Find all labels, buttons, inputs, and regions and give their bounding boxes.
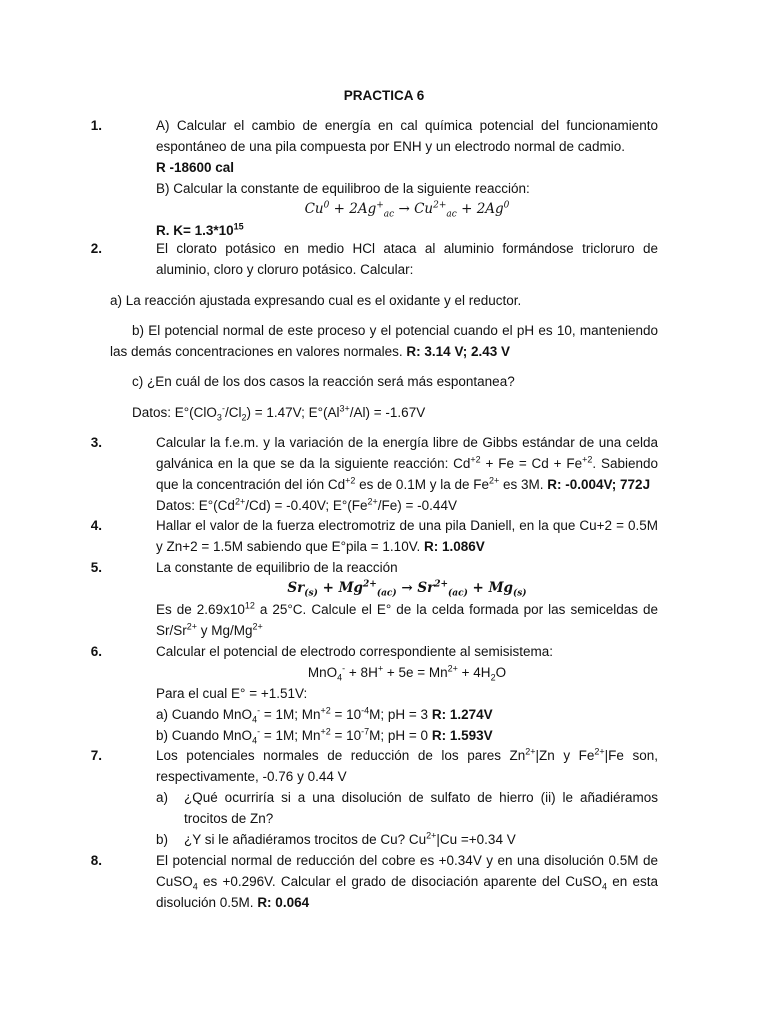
question-number: 6. [90,644,102,659]
question-number: 4. [90,518,102,533]
page-title: PRACTICA 6 [343,88,425,103]
question-8-text: El potencial normal de reducción del cobre es +0.34V y en una disolución 0.5M de CuSO$_4$ es +0.296V. Calcular el grado de disociación aparente del CuSO$_4$ en esta disolución 0.5M. R: 0.064 [156,853,658,910]
question-1a-answer: R -18600 cal [156,160,235,175]
reaction-equation-5: $Sr_{(s)} + Mg^{2+}_{(ac)} \to Sr^{2+}_{(ac)} + Mg_{(s)}$ [287,579,527,599]
question-2a: a) La reacción ajustada expresando cual es el oxidante y el reductor. [110,293,522,308]
question-3-text: Calcular la f.e.m. y la variación de la energía libre de Gibbs estándar de una celda galvánica en la que se da la siguiente reacción: $Cd^{+2} + Fe = Cd + Fe^{+2}$. Sabiendo que la concentración del ión $Cd^{+2}$ es de 0.1M y la de $Fe^{2+}$ es 3M. R: -0.004V; 772J Datos: $E^\circ(Cd^{2+}/Cd) = -0.40V$; $E^\circ(Fe^{2+}/Fe) = -0.44V$ [156,435,658,513]
question-1 [90,115,658,241]
question-1a-text: A) Calcular el cambio de energía en cal química potencial del funcionamiento espontáneo de una pila compuesta por ENH y un electrodo normal de cadmio. [156,118,658,154]
question-number: 8. [90,853,102,868]
question-number: 1. [90,118,102,133]
question-2c: c) ¿En cuál de los dos casos la reacción será más espontanea? [132,374,515,389]
question-6a: a) Cuando MnO$_4$- = 1M; $Mn^{+2} = 10^{-4}M$; pH = 3 R: 1.274V [156,705,493,725]
question-6-e0: Para el cual E° = +1.51V: [156,686,308,701]
question-6 [90,641,658,746]
question-4 [90,515,658,557]
question-5-text: La constante de equilibrio de la reacción [156,560,398,575]
question-number: 5. [90,560,102,575]
question-5 [90,557,658,641]
question-number: 7. [90,748,102,763]
half-reaction: $MnO_4^- + 8H^+ + 5e = Mn^{2+} + 4H_2O$ [307,663,507,683]
question-7a: a) ¿Qué ocurriría si a una disolución de sulfato de hierro (ii) le añadiéramos trocitos de Zn? [156,790,658,826]
question-2 [90,238,658,280]
reaction-equation-1: $Cu^0 + 2Ag^+_{ac} \to Cu^{2+}_{ac} + 2Ag^0$ [304,200,510,220]
question-7 [90,745,658,850]
question-6b: b) Cuando MnO$_4$- = 1M; $Mn^{+2} = 10^{-7}M$; pH = 0 R: 1.593V [156,726,493,746]
question-1b-answer: R. $K= 1.3*10^{15}$ [156,221,244,238]
question-1b-text: B) Calcular la constante de equilibroo de la siguiente reacción: [156,181,530,196]
question-6-text: Calcular el potencial de electrodo correspondiente al semisistema: [156,644,553,659]
question-8 [90,850,658,913]
question-5-text-2: Es de $2.69x10^{12}$ a 25°C. Calcule el E° de la celda formada por las semiceldas de $Sr/Sr^{2+}$ y $Mg/Mg^{2+}$ [156,600,658,638]
question-2-datos: Datos: $E^\circ(ClO_3^-/Cl_2) = 1.47V$; $E^\circ(Al^{3+}/Al) = -1.67V$ [132,403,426,423]
question-3 [90,432,658,516]
question-2b: b) El potencial normal de este proceso y el potencial cuando el pH es 10, manteniendo las demás concentraciones en valores normales. R: 3.14 V; 2.43 V [110,323,658,359]
question-2-text: El clorato potásico en medio HCl ataca al aluminio formándose tricloruro de aluminio, cloro y cloruro potásico. Calcular: [156,241,658,277]
question-number: 2. [90,241,102,256]
question-7-text: Los potenciales normales de reducción de los pares $Zn^{2+}|Zn$ y $Fe^{2+}|Fe$ son, respectivamente, -0.76 y 0.44 V [156,746,658,784]
question-7b: b) ¿Y si le añadiéramos trocitos de Cu? $Cu^{2+}|Cu =+0.34$ V [156,830,516,847]
question-4-text: Hallar el valor de la fuerza electromotriz de una pila Daniell, en la que Cu+2 = 0.5M y Zn+2 = 1.5M sabiendo que E°pila = 1.10V. R: 1.086V [156,518,658,554]
question-number: 3. [90,435,102,450]
